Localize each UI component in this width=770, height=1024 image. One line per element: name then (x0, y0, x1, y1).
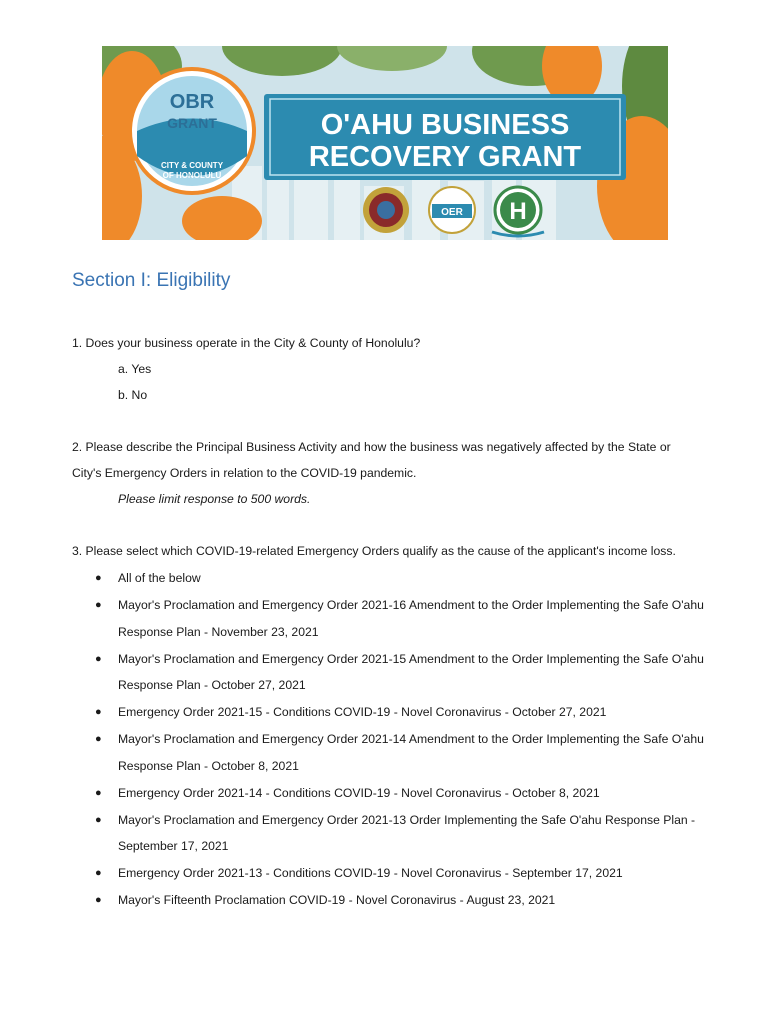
svg-text:CITY & COUNTY: CITY & COUNTY (160, 161, 224, 170)
svg-text:OBR: OBR (169, 91, 215, 113)
svg-text:H: H (509, 198, 527, 225)
list-item: ● Mayor's Proclamation and Emergency Order 2021-13 Order Implementing the Safe O'ahu Response Plan - September 17, 2021 (72, 807, 712, 860)
list-item: ● Mayor's Fifteenth Proclamation COVID-19 - Novel Coronavirus - August 23, 2021 (72, 887, 712, 914)
question-2-line-1: 2. Please describe the Principal Business Activity and how the business was negatively affected by the State or (72, 440, 671, 454)
bullet-icon: ● (95, 813, 102, 826)
emergency-orders-list (72, 565, 712, 914)
bullet-icon: ● (95, 894, 102, 906)
bullet-icon: ● (95, 733, 102, 745)
svg-text:OF HONOLULU: OF HONOLULU (162, 171, 222, 180)
list-item: ● Mayor's Proclamation and Emergency Order 2021-15 Amendment to the Order Implementing the Safe O'ahu Response Plan - October 27, 2021 (72, 646, 712, 699)
list-item: ● Emergency Order 2021-14 - Conditions COVID-19 - Novel Coronavirus - October 8, 2021 (72, 780, 712, 807)
bullet-icon: ● (95, 867, 102, 879)
question-2-line-2: City's Emergency Orders in relation to the COVID-19 pandemic. (72, 466, 417, 480)
banner-title-box (264, 94, 626, 180)
question-1: 1. Does your business operate in the City & County of Honolulu? (72, 336, 421, 350)
svg-text:RECOVERY GRANT: RECOVERY GRANT (308, 141, 582, 173)
question-1-option-no: b. No (118, 388, 148, 402)
list-item: ● Emergency Order 2021-15 - Conditions COVID-19 - Novel Coronavirus - October 27, 2021 (72, 699, 712, 726)
oer-seal-icon (429, 187, 475, 233)
banner-artwork (102, 46, 668, 240)
question-1-option-yes: a. Yes (118, 362, 152, 376)
list-item: ● Emergency Order 2021-13 - Conditions COVID-19 - Novel Coronavirus - September 17, 2021 (72, 860, 712, 887)
bullet-icon: ● (95, 652, 102, 665)
svg-text:OER: OER (441, 207, 463, 218)
svg-text:O'AHU BUSINESS: O'AHU BUSINESS (320, 109, 570, 141)
list-item: ● All of the below (72, 565, 712, 592)
bullet-icon: ● (95, 599, 102, 611)
header-banner (102, 46, 668, 240)
bullet-icon: ● (95, 706, 102, 718)
question-3: 3. Please select which COVID-19-related Emergency Orders qualify as the cause of the applicant's income loss. (72, 544, 676, 558)
section-title: Section I: Eligibility (72, 270, 231, 291)
svg-text:GRANT: GRANT (167, 115, 217, 131)
bullet-icon: ● (95, 572, 102, 584)
obr-grant-logo (130, 69, 254, 193)
list-item: ● Mayor's Proclamation and Emergency Order 2021-16 Amendment to the Order Implementing the Safe O'ahu Response Plan - November 23, 2021 (72, 592, 712, 645)
list-item: ● Mayor's Proclamation and Emergency Order 2021-14 Amendment to the Order Implementing the Safe O'ahu Response Plan - October 8, 2021 (72, 726, 712, 779)
city-seal-icon (363, 187, 409, 233)
question-2-word-limit-note: Please limit response to 500 words. (118, 492, 311, 506)
bullet-icon: ● (95, 786, 102, 799)
